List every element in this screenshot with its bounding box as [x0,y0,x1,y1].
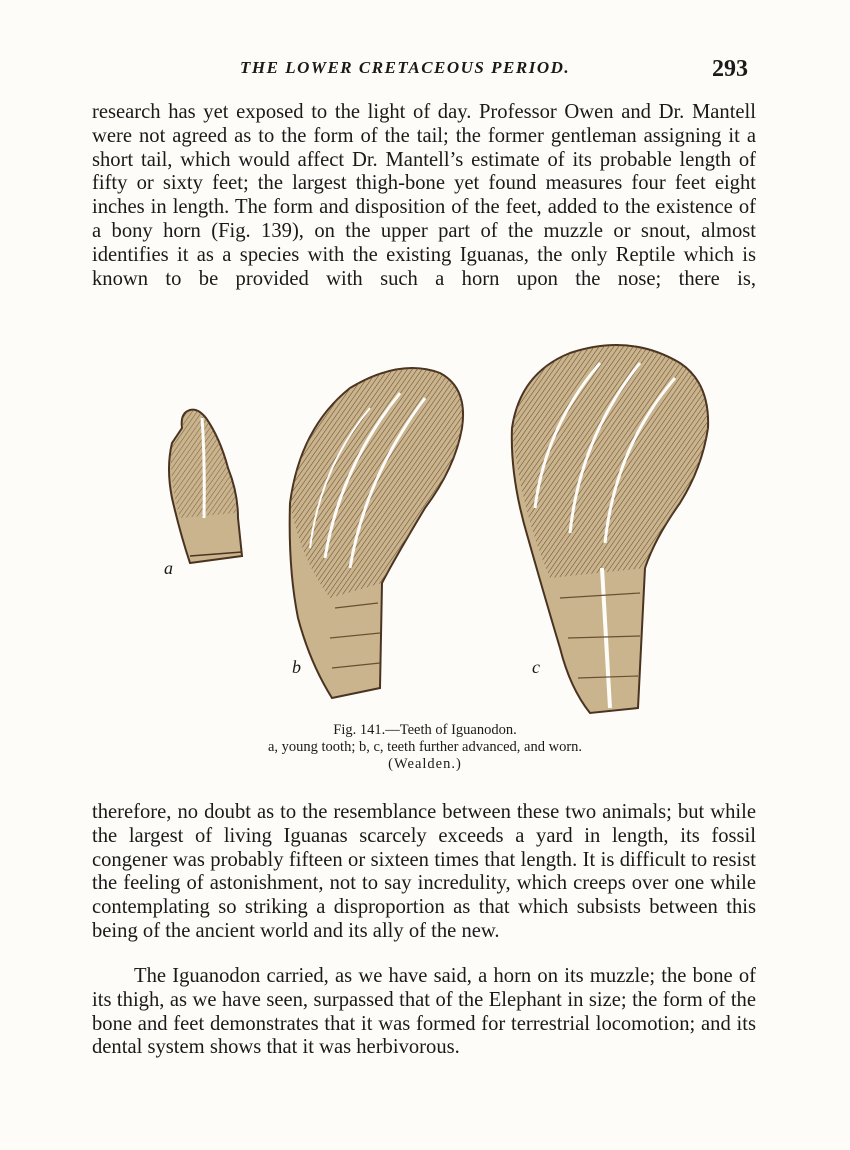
paragraph-3: The Iguanodon carried, as we have said, a horn on its muzzle; the bone of its thigh, as we have seen, surpassed that of the Elephant in size; the form of the bone and feet demonstrates that it was formed for terrestrial locomotion; and its dental system shows that it was herbivorous. [92,965,756,1059]
figure-caption-title: Fig. 141.—Teeth of Iguanodon. [333,722,517,738]
teeth-engraving [150,318,720,718]
tooth-b-illustration [290,368,463,698]
tooth-c-illustration [512,345,708,713]
page-number: 293 [712,56,748,82]
figure-label-c: c [532,657,540,677]
figure-label-a: a [164,558,173,578]
paragraph-1: research has yet exposed to the light of day. Professor Owen and Dr. Mantell were not agreed as to the form of the tail; the former gentleman assigning it a short tail, which would affect Dr. Mantell’s estimate of its probable length of fifty or sixty feet; the largest thigh-bone yet found measures four feet eight inches in length. The form and disposition of the feet, added to the existence of a bony horn (Fig. 139), on the upper part of the muzzle or snout, almost identifies it as a species with the existing Iguanas, the only Reptile which is known to be provided with such a horn upon the nose; there is, [92,101,756,290]
running-head: THE LOWER CRETACEOUS PERIOD. [240,58,571,77]
figure-label-b: b [292,657,301,677]
paragraph-2: therefore, no doubt as to the resemblance between these two animals; but while the largest of living Iguanas scarcely exceeds a yard in length, its fossil congener was probably fifteen or sixteen times that length. It is difficult to resist the feeling of astonishment, not to say incredulity, which creeps over one while contemplating so striking a disproportion as that which subsists between this being of the ancient world and its ally of the new. [92,801,756,942]
figure-caption-description: a, young tooth; b, c, teeth further advanced, and worn. [267,739,583,755]
figure-caption-period: (Wealden.) [388,756,462,772]
figure-iguanodon-teeth [150,318,720,718]
tooth-a-illustration [169,410,242,563]
